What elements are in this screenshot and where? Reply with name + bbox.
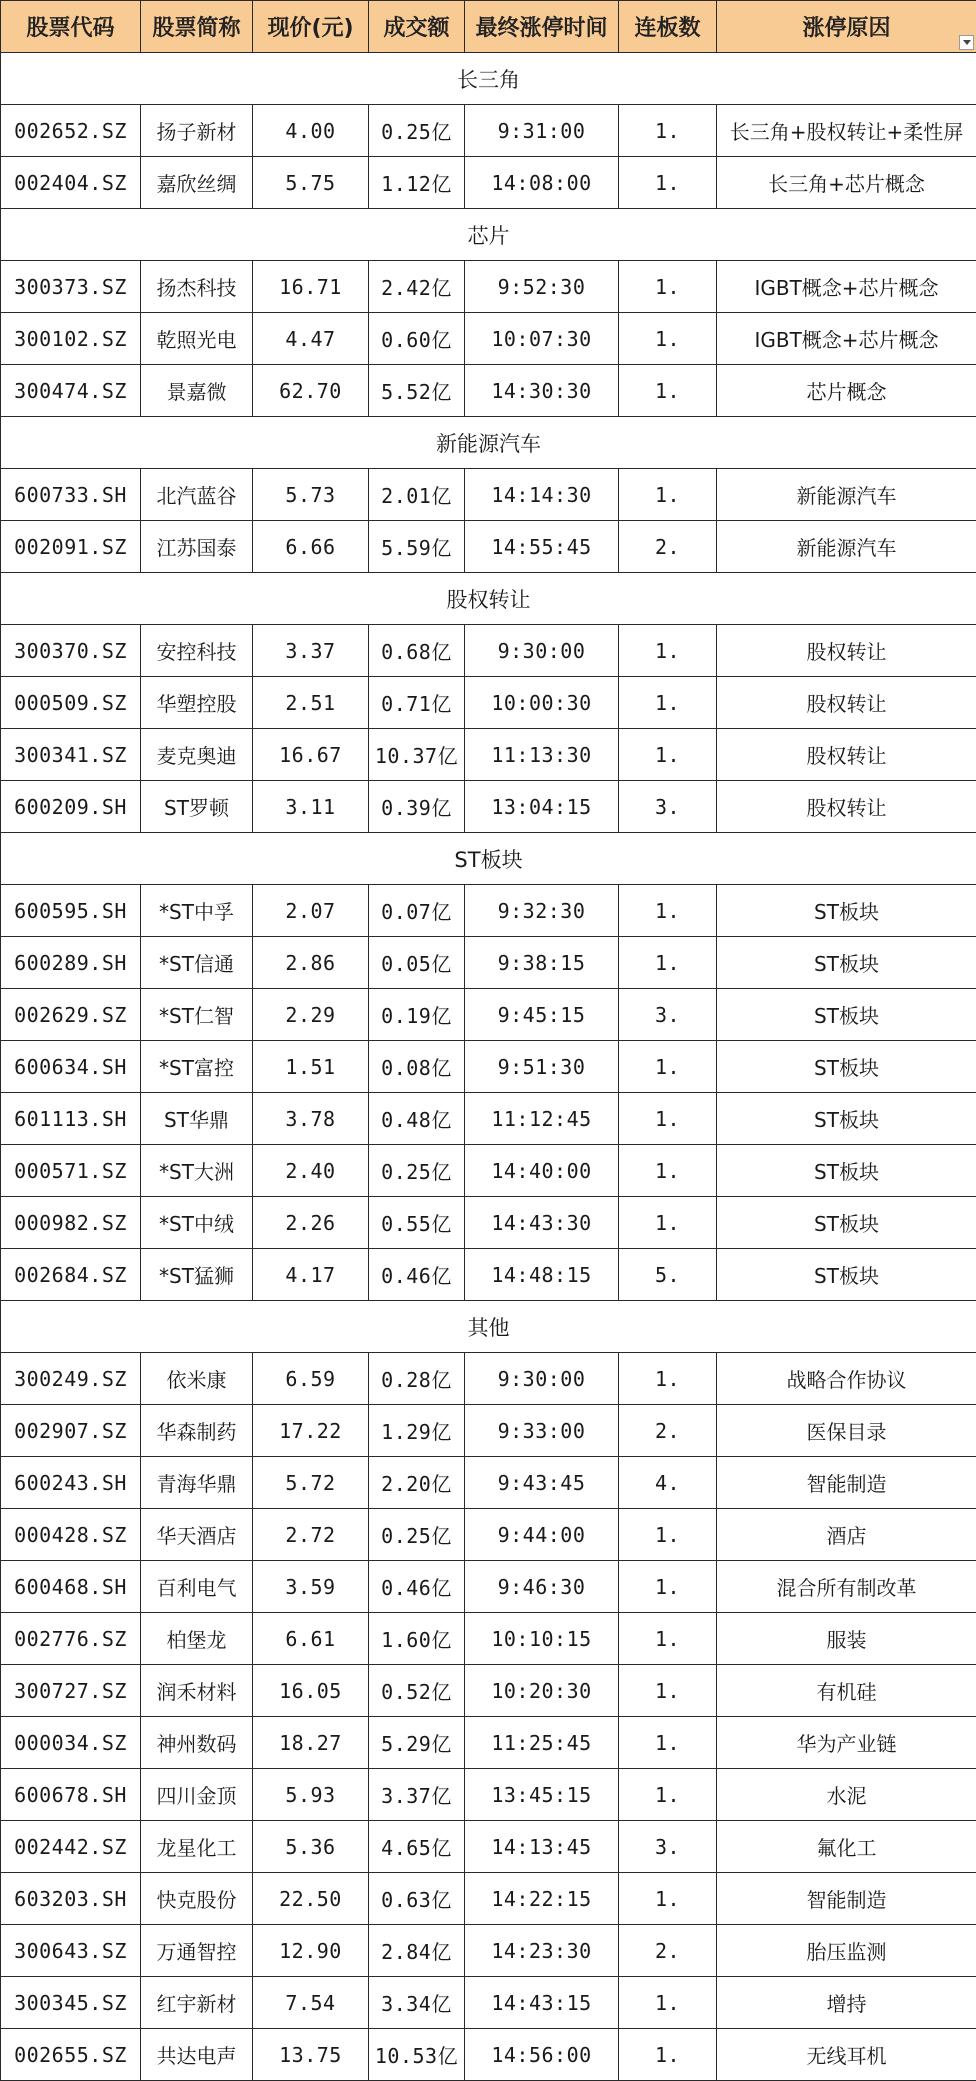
group-header-row [1, 573, 976, 625]
cell-stock-code: 000571.SZ [1, 1145, 141, 1197]
cell-stock-code: 000428.SZ [1, 1509, 141, 1561]
cell-limit-up-reason: ST板块 [717, 937, 976, 989]
cell-limit-up-reason: 新能源汽车 [717, 521, 976, 573]
cell-limit-up-time: 9:51:30 [465, 1041, 619, 1093]
cell-stock-name: 青海华鼎 [141, 1457, 253, 1509]
cell-turnover: 0.60亿 [369, 313, 465, 365]
cell-limit-up-time: 9:43:45 [465, 1457, 619, 1509]
table-row [1, 1457, 976, 1509]
table-row [1, 1509, 976, 1561]
cell-limit-up-reason: 长三角+股权转让+柔性屏 [717, 105, 976, 157]
cell-turnover: 2.01亿 [369, 469, 465, 521]
cell-consecutive-boards: 1. [619, 677, 717, 729]
cell-limit-up-reason: 水泥 [717, 1769, 976, 1821]
header-limit-up-reason-label: 涨停原因 [802, 16, 891, 41]
header-turnover: 成交额 [369, 1, 465, 53]
cell-turnover: 0.68亿 [369, 625, 465, 677]
cell-consecutive-boards: 5. [619, 1249, 717, 1301]
header-limit-up-reason [717, 1, 976, 53]
header-stock-code: 股票代码 [1, 1, 141, 53]
cell-limit-up-time: 9:44:00 [465, 1509, 619, 1561]
cell-turnover: 0.25亿 [369, 1509, 465, 1561]
table-row [1, 1561, 976, 1613]
table-row [1, 261, 976, 313]
cell-stock-code: 300345.SZ [1, 1977, 141, 2029]
cell-consecutive-boards: 1. [619, 1769, 717, 1821]
cell-turnover: 1.12亿 [369, 157, 465, 209]
cell-stock-name: 龙星化工 [141, 1821, 253, 1873]
cell-price: 12.90 [253, 1925, 369, 1977]
cell-stock-name: *ST大洲 [141, 1145, 253, 1197]
cell-limit-up-reason: ST板块 [717, 1041, 976, 1093]
table-row [1, 781, 976, 833]
cell-stock-name: 安控科技 [141, 625, 253, 677]
cell-limit-up-time: 10:10:15 [465, 1613, 619, 1665]
cell-turnover: 0.71亿 [369, 677, 465, 729]
cell-price: 13.75 [253, 2029, 369, 2081]
cell-stock-name: *ST仁智 [141, 989, 253, 1041]
cell-stock-code: 603203.SH [1, 1873, 141, 1925]
cell-consecutive-boards: 1. [619, 313, 717, 365]
group-header-row [1, 209, 976, 261]
table-row [1, 989, 976, 1041]
group-title: 其他 [1, 1301, 976, 1353]
cell-stock-name: 百利电气 [141, 1561, 253, 1613]
cell-stock-code: 300643.SZ [1, 1925, 141, 1977]
cell-limit-up-time: 14:14:30 [465, 469, 619, 521]
cell-price: 16.71 [253, 261, 369, 313]
cell-price: 2.07 [253, 885, 369, 937]
cell-limit-up-reason: ST板块 [717, 1093, 976, 1145]
cell-consecutive-boards: 1. [619, 1717, 717, 1769]
group-header-row [1, 1301, 976, 1353]
cell-limit-up-time: 9:52:30 [465, 261, 619, 313]
table-row [1, 1925, 976, 1977]
cell-price: 6.59 [253, 1353, 369, 1405]
cell-stock-name: 快克股份 [141, 1873, 253, 1925]
group-title: ST板块 [1, 833, 976, 885]
table-row [1, 677, 976, 729]
cell-stock-code: 600243.SH [1, 1457, 141, 1509]
cell-turnover: 2.84亿 [369, 1925, 465, 1977]
cell-limit-up-reason: 智能制造 [717, 1457, 976, 1509]
cell-limit-up-time: 14:56:00 [465, 2029, 619, 2081]
cell-limit-up-reason: 氟化工 [717, 1821, 976, 1873]
cell-limit-up-reason: 医保目录 [717, 1405, 976, 1457]
cell-stock-code: 300341.SZ [1, 729, 141, 781]
cell-turnover: 0.55亿 [369, 1197, 465, 1249]
cell-consecutive-boards: 2. [619, 521, 717, 573]
table-row [1, 885, 976, 937]
cell-stock-name: 扬子新材 [141, 105, 253, 157]
cell-limit-up-time: 13:04:15 [465, 781, 619, 833]
cell-turnover: 0.52亿 [369, 1665, 465, 1717]
cell-stock-code: 000982.SZ [1, 1197, 141, 1249]
cell-limit-up-reason: 股权转让 [717, 781, 976, 833]
cell-limit-up-reason: ST板块 [717, 885, 976, 937]
cell-consecutive-boards: 2. [619, 1925, 717, 1977]
cell-stock-name: 华天酒店 [141, 1509, 253, 1561]
cell-consecutive-boards: 1. [619, 1197, 717, 1249]
cell-stock-code: 000509.SZ [1, 677, 141, 729]
cell-price: 3.78 [253, 1093, 369, 1145]
cell-stock-code: 300474.SZ [1, 365, 141, 417]
cell-limit-up-time: 14:13:45 [465, 1821, 619, 1873]
cell-limit-up-reason: 股权转让 [717, 729, 976, 781]
cell-consecutive-boards: 1. [619, 1041, 717, 1093]
cell-turnover: 0.25亿 [369, 1145, 465, 1197]
header-stock-name: 股票简称 [141, 1, 253, 53]
cell-stock-code: 300249.SZ [1, 1353, 141, 1405]
cell-stock-code: 300727.SZ [1, 1665, 141, 1717]
cell-turnover: 4.65亿 [369, 1821, 465, 1873]
cell-consecutive-boards: 1. [619, 261, 717, 313]
table-row [1, 365, 976, 417]
table-row [1, 2029, 976, 2081]
cell-stock-name: 江苏国泰 [141, 521, 253, 573]
cell-price: 5.75 [253, 157, 369, 209]
cell-turnover: 1.60亿 [369, 1613, 465, 1665]
cell-stock-code: 600733.SH [1, 469, 141, 521]
cell-limit-up-reason: ST板块 [717, 1197, 976, 1249]
cell-stock-code: 002404.SZ [1, 157, 141, 209]
cell-limit-up-reason: 增持 [717, 1977, 976, 2029]
cell-consecutive-boards: 2. [619, 1405, 717, 1457]
cell-turnover: 10.53亿 [369, 2029, 465, 2081]
cell-limit-up-time: 11:12:45 [465, 1093, 619, 1145]
cell-turnover: 5.59亿 [369, 521, 465, 573]
cell-limit-up-time: 9:30:00 [465, 625, 619, 677]
cell-limit-up-reason: 服装 [717, 1613, 976, 1665]
cell-turnover: 3.37亿 [369, 1769, 465, 1821]
header-final-limit-up-time: 最终涨停时间 [465, 1, 619, 53]
table-row [1, 937, 976, 989]
cell-turnover: 5.29亿 [369, 1717, 465, 1769]
cell-consecutive-boards: 4. [619, 1457, 717, 1509]
table-row [1, 729, 976, 781]
cell-price: 22.50 [253, 1873, 369, 1925]
cell-consecutive-boards: 1. [619, 1613, 717, 1665]
table-row [1, 1821, 976, 1873]
cell-stock-code: 300373.SZ [1, 261, 141, 313]
cell-stock-name: 乾照光电 [141, 313, 253, 365]
cell-turnover: 1.29亿 [369, 1405, 465, 1457]
cell-limit-up-reason: 战略合作协议 [717, 1353, 976, 1405]
cell-stock-code: 600468.SH [1, 1561, 141, 1613]
cell-stock-code: 002655.SZ [1, 2029, 141, 2081]
cell-limit-up-time: 10:07:30 [465, 313, 619, 365]
cell-stock-name: 华塑控股 [141, 677, 253, 729]
cell-limit-up-reason: IGBT概念+芯片概念 [717, 313, 976, 365]
header-price: 现价(元) [253, 1, 369, 53]
cell-turnover: 0.07亿 [369, 885, 465, 937]
group-header-row [1, 53, 976, 105]
cell-stock-name: 润禾材料 [141, 1665, 253, 1717]
cell-price: 6.66 [253, 521, 369, 573]
table-row [1, 521, 976, 573]
cell-limit-up-time: 10:20:30 [465, 1665, 619, 1717]
cell-turnover: 0.63亿 [369, 1873, 465, 1925]
table-row [1, 1665, 976, 1717]
cell-limit-up-time: 14:48:15 [465, 1249, 619, 1301]
table-row [1, 625, 976, 677]
cell-consecutive-boards: 1. [619, 937, 717, 989]
cell-price: 4.47 [253, 313, 369, 365]
cell-price: 4.00 [253, 105, 369, 157]
cell-limit-up-reason: 芯片概念 [717, 365, 976, 417]
cell-consecutive-boards: 1. [619, 2029, 717, 2081]
table-row [1, 469, 976, 521]
cell-stock-code: 002091.SZ [1, 521, 141, 573]
cell-stock-name: *ST猛狮 [141, 1249, 253, 1301]
cell-price: 1.51 [253, 1041, 369, 1093]
cell-turnover: 0.46亿 [369, 1561, 465, 1613]
cell-turnover: 0.48亿 [369, 1093, 465, 1145]
cell-limit-up-reason: 酒店 [717, 1509, 976, 1561]
cell-turnover: 0.08亿 [369, 1041, 465, 1093]
cell-stock-name: ST华鼎 [141, 1093, 253, 1145]
cell-price: 4.17 [253, 1249, 369, 1301]
cell-limit-up-time: 11:25:45 [465, 1717, 619, 1769]
table-row [1, 105, 976, 157]
cell-stock-name: *ST信通 [141, 937, 253, 989]
group-title: 芯片 [1, 209, 976, 261]
table-row [1, 1717, 976, 1769]
cell-stock-code: 300370.SZ [1, 625, 141, 677]
cell-limit-up-reason: 智能制造 [717, 1873, 976, 1925]
cell-turnover: 5.52亿 [369, 365, 465, 417]
cell-consecutive-boards: 1. [619, 365, 717, 417]
table-row [1, 1041, 976, 1093]
cell-limit-up-time: 14:55:45 [465, 521, 619, 573]
cell-price: 17.22 [253, 1405, 369, 1457]
cell-stock-name: 景嘉微 [141, 365, 253, 417]
cell-price: 18.27 [253, 1717, 369, 1769]
group-title: 股权转让 [1, 573, 976, 625]
cell-turnover: 0.28亿 [369, 1353, 465, 1405]
cell-limit-up-reason: ST板块 [717, 1249, 976, 1301]
cell-limit-up-time: 11:13:30 [465, 729, 619, 781]
cell-consecutive-boards: 1. [619, 1977, 717, 2029]
table-row [1, 1353, 976, 1405]
cell-stock-name: *ST中孚 [141, 885, 253, 937]
cell-consecutive-boards: 1. [619, 1509, 717, 1561]
cell-limit-up-reason: 长三角+芯片概念 [717, 157, 976, 209]
group-header-row [1, 833, 976, 885]
cell-price: 6.61 [253, 1613, 369, 1665]
cell-limit-up-reason: IGBT概念+芯片概念 [717, 261, 976, 313]
cell-stock-code: 002684.SZ [1, 1249, 141, 1301]
cell-consecutive-boards: 3. [619, 1821, 717, 1873]
cell-consecutive-boards: 1. [619, 885, 717, 937]
cell-stock-name: 北汽蓝谷 [141, 469, 253, 521]
cell-turnover: 2.42亿 [369, 261, 465, 313]
header-row [1, 1, 976, 53]
cell-stock-code: 002907.SZ [1, 1405, 141, 1457]
table-row [1, 1405, 976, 1457]
group-title: 长三角 [1, 53, 976, 105]
cell-price: 2.51 [253, 677, 369, 729]
cell-consecutive-boards: 1. [619, 1873, 717, 1925]
cell-limit-up-time: 9:32:30 [465, 885, 619, 937]
cell-stock-name: ST罗顿 [141, 781, 253, 833]
cell-stock-name: 柏堡龙 [141, 1613, 253, 1665]
cell-consecutive-boards: 1. [619, 105, 717, 157]
cell-stock-name: 华森制药 [141, 1405, 253, 1457]
filter-dropdown-icon[interactable] [959, 35, 974, 50]
cell-price: 2.29 [253, 989, 369, 1041]
cell-stock-code: 600595.SH [1, 885, 141, 937]
table-row [1, 1873, 976, 1925]
cell-limit-up-time: 13:45:15 [465, 1769, 619, 1821]
table-row [1, 1249, 976, 1301]
group-title: 新能源汽车 [1, 417, 976, 469]
cell-consecutive-boards: 1. [619, 1353, 717, 1405]
cell-limit-up-time: 14:23:30 [465, 1925, 619, 1977]
cell-stock-code: 300102.SZ [1, 313, 141, 365]
cell-price: 7.54 [253, 1977, 369, 2029]
cell-stock-code: 601113.SH [1, 1093, 141, 1145]
cell-limit-up-reason: 无线耳机 [717, 2029, 976, 2081]
cell-price: 16.05 [253, 1665, 369, 1717]
cell-limit-up-time: 9:33:00 [465, 1405, 619, 1457]
cell-limit-up-reason: 股权转让 [717, 677, 976, 729]
cell-stock-code: 002629.SZ [1, 989, 141, 1041]
cell-limit-up-time: 14:22:15 [465, 1873, 619, 1925]
cell-limit-up-reason: 新能源汽车 [717, 469, 976, 521]
cell-consecutive-boards: 1. [619, 625, 717, 677]
cell-consecutive-boards: 1. [619, 157, 717, 209]
cell-turnover: 0.05亿 [369, 937, 465, 989]
table-row [1, 157, 976, 209]
table-row [1, 313, 976, 365]
cell-limit-up-time: 14:43:15 [465, 1977, 619, 2029]
cell-price: 3.59 [253, 1561, 369, 1613]
cell-limit-up-time: 10:00:30 [465, 677, 619, 729]
cell-price: 2.40 [253, 1145, 369, 1197]
cell-limit-up-time: 9:30:00 [465, 1353, 619, 1405]
cell-consecutive-boards: 3. [619, 989, 717, 1041]
cell-limit-up-time: 14:08:00 [465, 157, 619, 209]
cell-stock-code: 600289.SH [1, 937, 141, 989]
cell-price: 2.26 [253, 1197, 369, 1249]
table-row [1, 1197, 976, 1249]
cell-consecutive-boards: 1. [619, 469, 717, 521]
cell-stock-name: 红宇新材 [141, 1977, 253, 2029]
cell-price: 2.72 [253, 1509, 369, 1561]
cell-stock-code: 000034.SZ [1, 1717, 141, 1769]
cell-consecutive-boards: 3. [619, 781, 717, 833]
cell-consecutive-boards: 1. [619, 1665, 717, 1717]
cell-stock-name: *ST中绒 [141, 1197, 253, 1249]
cell-limit-up-reason: 股权转让 [717, 625, 976, 677]
cell-price: 5.73 [253, 469, 369, 521]
cell-stock-name: 神州数码 [141, 1717, 253, 1769]
cell-consecutive-boards: 1. [619, 1561, 717, 1613]
cell-stock-name: 依米康 [141, 1353, 253, 1405]
cell-limit-up-time: 14:30:30 [465, 365, 619, 417]
cell-turnover: 10.37亿 [369, 729, 465, 781]
cell-limit-up-reason: ST板块 [717, 989, 976, 1041]
cell-turnover: 3.34亿 [369, 1977, 465, 2029]
group-header-row [1, 417, 976, 469]
cell-turnover: 0.46亿 [369, 1249, 465, 1301]
cell-consecutive-boards: 1. [619, 729, 717, 781]
header-consecutive-boards: 连板数 [619, 1, 717, 53]
cell-price: 62.70 [253, 365, 369, 417]
table-row [1, 1093, 976, 1145]
cell-limit-up-time: 9:45:15 [465, 989, 619, 1041]
cell-limit-up-reason: 有机硅 [717, 1665, 976, 1717]
cell-price: 5.36 [253, 1821, 369, 1873]
cell-price: 5.93 [253, 1769, 369, 1821]
cell-price: 2.86 [253, 937, 369, 989]
cell-stock-code: 002442.SZ [1, 1821, 141, 1873]
cell-price: 5.72 [253, 1457, 369, 1509]
cell-limit-up-time: 9:46:30 [465, 1561, 619, 1613]
table-row [1, 1145, 976, 1197]
cell-stock-code: 600678.SH [1, 1769, 141, 1821]
cell-stock-name: 麦克奥迪 [141, 729, 253, 781]
cell-limit-up-time: 9:38:15 [465, 937, 619, 989]
cell-turnover: 0.39亿 [369, 781, 465, 833]
cell-limit-up-reason: ST板块 [717, 1145, 976, 1197]
cell-turnover: 0.19亿 [369, 989, 465, 1041]
table-row [1, 1613, 976, 1665]
cell-limit-up-reason: 混合所有制改革 [717, 1561, 976, 1613]
cell-stock-name: 四川金顶 [141, 1769, 253, 1821]
cell-limit-up-reason: 胎压监测 [717, 1925, 976, 1977]
cell-stock-code: 002652.SZ [1, 105, 141, 157]
cell-price: 3.37 [253, 625, 369, 677]
cell-price: 16.67 [253, 729, 369, 781]
table-row [1, 1769, 976, 1821]
table-body [1, 53, 976, 2081]
cell-stock-name: 扬杰科技 [141, 261, 253, 313]
cell-consecutive-boards: 1. [619, 1093, 717, 1145]
cell-stock-name: 嘉欣丝绸 [141, 157, 253, 209]
cell-stock-name: 共达电声 [141, 2029, 253, 2081]
cell-limit-up-reason: 华为产业链 [717, 1717, 976, 1769]
cell-stock-name: *ST富控 [141, 1041, 253, 1093]
cell-limit-up-time: 9:31:00 [465, 105, 619, 157]
cell-limit-up-time: 14:40:00 [465, 1145, 619, 1197]
table-row [1, 1977, 976, 2029]
cell-limit-up-time: 14:43:30 [465, 1197, 619, 1249]
cell-turnover: 2.20亿 [369, 1457, 465, 1509]
cell-stock-code: 002776.SZ [1, 1613, 141, 1665]
cell-consecutive-boards: 1. [619, 1145, 717, 1197]
cell-turnover: 0.25亿 [369, 105, 465, 157]
cell-price: 3.11 [253, 781, 369, 833]
cell-stock-code: 600634.SH [1, 1041, 141, 1093]
cell-stock-code: 600209.SH [1, 781, 141, 833]
cell-stock-name: 万通智控 [141, 1925, 253, 1977]
